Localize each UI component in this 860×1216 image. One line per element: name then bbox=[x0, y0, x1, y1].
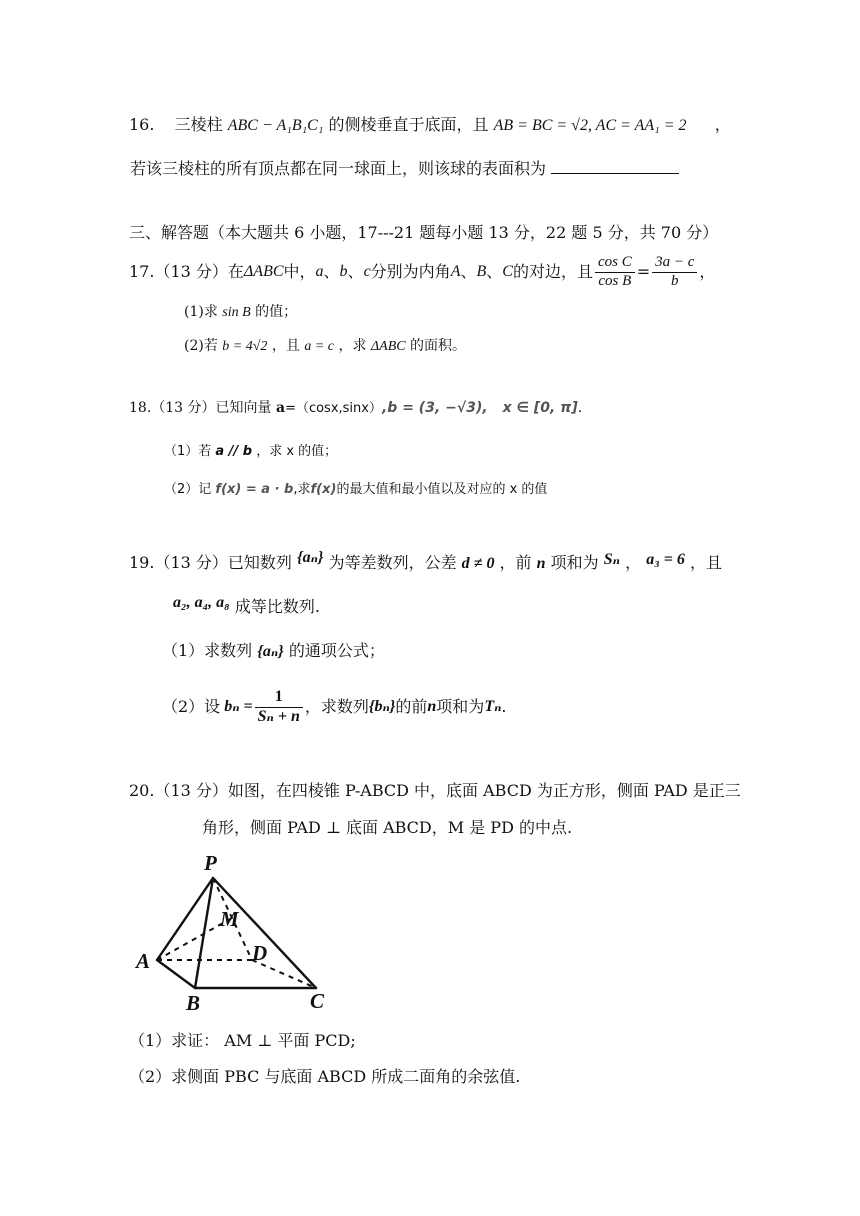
q19-line2 bbox=[173, 594, 320, 617]
q19-t5: ，且 bbox=[690, 553, 723, 572]
q19-p2-seq: {bₙ} bbox=[368, 698, 396, 716]
q19-t2: ，前 bbox=[499, 553, 532, 572]
q19-part2 bbox=[162, 682, 507, 732]
label-B: B bbox=[186, 991, 201, 1015]
q20-line2 bbox=[202, 818, 572, 837]
q19-p2-T: Tₙ bbox=[484, 698, 502, 716]
q17-a: a bbox=[315, 263, 324, 281]
q17-p2-cond: a = c bbox=[304, 339, 335, 354]
q17-p2-expr: b = 4√2 bbox=[222, 339, 268, 354]
q18-part1 bbox=[164, 444, 337, 460]
q18-x-range: x ∈ [0, π] bbox=[502, 400, 578, 416]
label-C: C bbox=[310, 989, 325, 1013]
q17-frac-left-den: cos B bbox=[598, 272, 632, 289]
q16-line2 bbox=[130, 159, 679, 178]
q16-line2-text: 若该三棱柱的所有顶点都在同一球面上，则该球的表面积为 bbox=[130, 159, 547, 178]
q18-p2-label: （2）记 bbox=[164, 482, 212, 497]
q19-line1 bbox=[129, 549, 723, 573]
label-A: A bbox=[136, 949, 151, 973]
edge-PA bbox=[157, 878, 213, 960]
q17-sep3: 、 bbox=[460, 262, 477, 282]
q17-p2-label: (2)若 bbox=[184, 338, 218, 354]
q18-p2-t: ,求 bbox=[293, 482, 311, 497]
q19-p2-den: Sₙ + n bbox=[257, 707, 300, 725]
q17-A: A bbox=[450, 263, 461, 281]
q18-b-def: ,b = (3, −√3), bbox=[381, 400, 488, 416]
q18-p1-label: （1）若 bbox=[164, 444, 212, 459]
q17-sep1: 、 bbox=[323, 262, 340, 282]
pyramid-figure bbox=[120, 850, 350, 1020]
q18-dot: . bbox=[577, 400, 583, 416]
q18-p2-end: 的最大值和最小值以及对应的 x 的值 bbox=[336, 482, 548, 497]
q18-a-vec: a bbox=[275, 400, 286, 416]
q19-p2-b: bₙ = bbox=[224, 698, 253, 716]
q18-line1 bbox=[129, 400, 582, 417]
q20-part2 bbox=[129, 1067, 520, 1086]
section3-title-text: 三、解答题（本大题共 6 小题，17---21 题每小题 13 分，22 题 5 分，共 70 分） bbox=[129, 223, 719, 242]
q17-p2-triangle: ΔABC bbox=[370, 339, 406, 354]
q17-fraction-left bbox=[595, 254, 635, 290]
q18-a-def: =（cosx,sinx） bbox=[285, 401, 382, 416]
q19-p2-label: （2）设 bbox=[162, 697, 221, 717]
q17-t3: 的对边，且 bbox=[512, 262, 593, 282]
q17-p2-t1: ，且 bbox=[271, 338, 300, 354]
q17-p2-end: 的面积。 bbox=[410, 338, 467, 354]
q17-line1 bbox=[129, 250, 715, 294]
q17-frac-left-num: cos C bbox=[595, 254, 635, 272]
q16-condition: AB = BC = √2, AC = AA₁ = 2 bbox=[493, 117, 687, 134]
q19-seq-a: {aₙ} bbox=[297, 549, 324, 566]
q20-p2-text: （2）求侧面 PBC 与底面 ABCD 所成二面角的余弦值. bbox=[129, 1067, 521, 1086]
q16-text-a: 三棱柱 bbox=[174, 115, 223, 134]
q17-p2-t2: ，求 bbox=[338, 338, 367, 354]
label-M: M bbox=[220, 907, 239, 931]
q19-S: Sₙ bbox=[603, 551, 620, 568]
q17-t2: 分别为内角 bbox=[370, 262, 451, 282]
q19-p1-label: （1）求数列 bbox=[162, 641, 253, 660]
q19-p2-t1: ，求数列 bbox=[304, 697, 369, 717]
section3-title bbox=[129, 223, 718, 242]
q20-line1 bbox=[129, 781, 741, 800]
q20-p1-text: （1）求证： AM ⊥ 平面 PCD; bbox=[129, 1031, 356, 1050]
q17-frac-right-num: 3a − c bbox=[652, 254, 697, 272]
q19-p1-seq: {aₙ} bbox=[257, 643, 284, 660]
q19-line2-end: 成等比数列. bbox=[234, 597, 320, 616]
q17-frac-right-den: b bbox=[671, 272, 679, 289]
edge-AB bbox=[157, 960, 195, 988]
q17-triangle: ΔABC bbox=[243, 263, 284, 281]
q17-eq: = bbox=[636, 262, 651, 282]
q17-head: 17.（13 分）在 bbox=[129, 262, 244, 282]
q16-comma: ， bbox=[714, 115, 731, 134]
edge-PC bbox=[213, 878, 316, 988]
q18-part2 bbox=[164, 482, 547, 498]
q19-p2-num: 1 bbox=[255, 688, 303, 707]
q17-sep2: 、 bbox=[347, 262, 364, 282]
q17-C: C bbox=[502, 263, 513, 281]
q16-line1 bbox=[129, 115, 731, 135]
q17-p1-label: (1)求 bbox=[184, 304, 218, 320]
q17-fraction-right bbox=[652, 254, 697, 290]
q19-d: d ≠ 0 bbox=[461, 555, 495, 572]
q19-n: n bbox=[536, 555, 546, 572]
q19-p1-end: 的通项公式； bbox=[288, 641, 385, 660]
label-D: D bbox=[252, 941, 268, 965]
q16-answer-blank[interactable] bbox=[551, 159, 679, 174]
q17-end: ， bbox=[699, 262, 716, 282]
q16-prism: ABC − A₁B₁C₁ bbox=[227, 117, 324, 134]
q19-a3: a₃ = 6 bbox=[646, 551, 685, 568]
q19-p2-t2: 的前 bbox=[395, 697, 428, 717]
q18-p2-f: f(x) = a · b bbox=[215, 482, 294, 497]
q20-line2-text: 角形，侧面 PAD ⊥ 底面 ABCD，M 是 PD 的中点. bbox=[202, 818, 573, 837]
q16-number: 16. bbox=[129, 115, 155, 134]
q19-t3: 项和为 bbox=[550, 553, 599, 572]
q18-p2-f2: f(x) bbox=[310, 482, 337, 497]
q17-part1 bbox=[184, 304, 297, 322]
q18-p1-cond: a // b bbox=[215, 444, 253, 459]
q17-B: B bbox=[476, 263, 487, 281]
q19-t4: ， bbox=[625, 553, 642, 572]
q20-part1 bbox=[129, 1031, 356, 1050]
q19-line2-terms: a₂, a₄, a₈ bbox=[173, 594, 230, 611]
q17-part2 bbox=[184, 338, 466, 356]
q17-p1-end: 的值； bbox=[255, 304, 298, 320]
q19-t1: 为等差数列，公差 bbox=[328, 553, 457, 572]
q18-head: 18.（13 分）已知向量 bbox=[129, 400, 272, 416]
q19-head: 19.（13 分）已知数列 bbox=[129, 553, 292, 572]
q19-p2-fraction bbox=[255, 688, 303, 726]
q17-c: c bbox=[363, 263, 371, 281]
q19-part1 bbox=[162, 641, 385, 661]
q17-sep4: 、 bbox=[486, 262, 503, 282]
q18-p1-end: ，求 x 的值； bbox=[256, 444, 338, 459]
q19-p2-t3: 项和为 bbox=[436, 697, 485, 717]
q19-p2-n: n bbox=[427, 698, 437, 716]
label-P: P bbox=[204, 851, 217, 875]
q19-p2-end: . bbox=[501, 697, 507, 717]
q17-b: b bbox=[339, 263, 348, 281]
q20-line1-text: 20.（13 分）如图，在四棱锥 P-ABCD 中，底面 ABCD 为正方形，侧面 PAD 是正三 bbox=[129, 781, 741, 800]
q17-p1-expr: sin B bbox=[222, 305, 251, 320]
q17-t1: 中， bbox=[283, 262, 316, 282]
q16-text-b: 的侧棱垂直于底面，且 bbox=[328, 115, 489, 134]
